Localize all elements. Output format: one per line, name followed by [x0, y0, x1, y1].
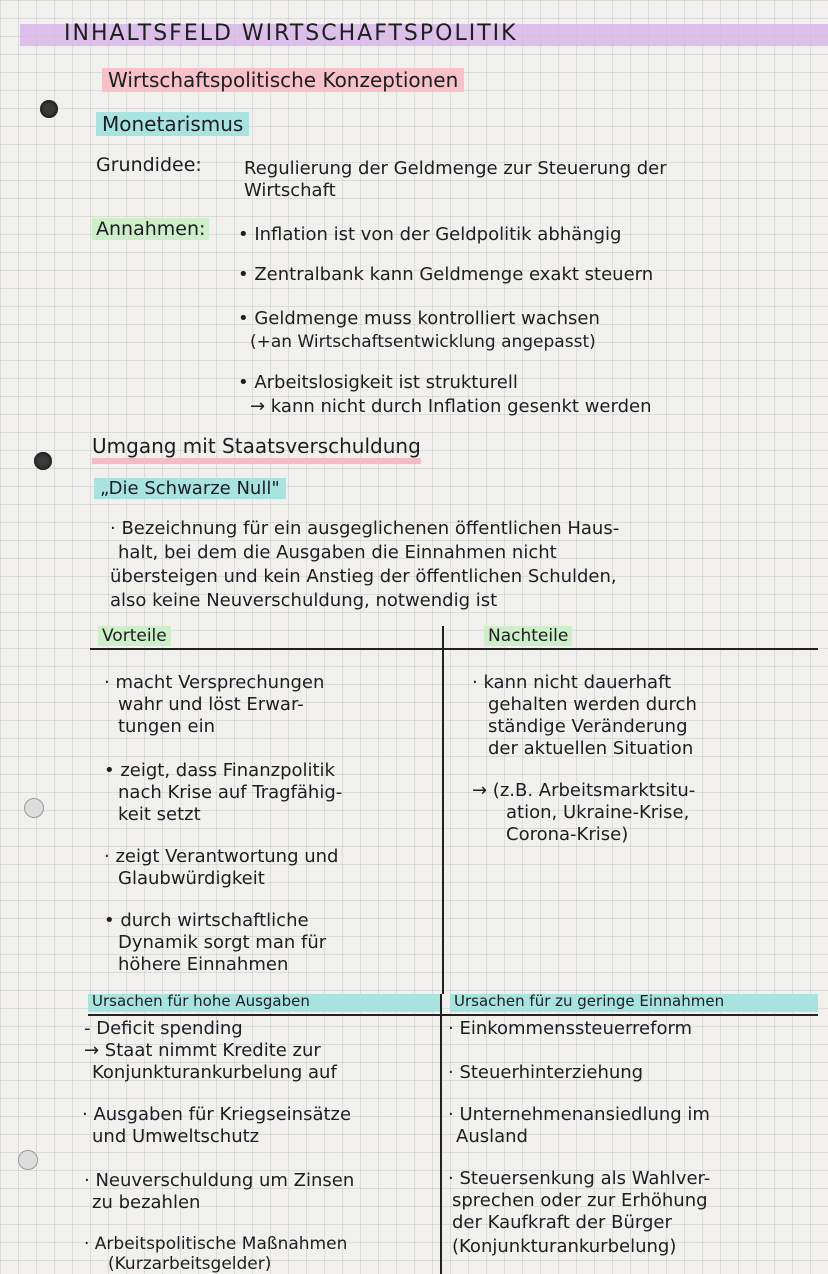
nachteil-line: gehalten werden durch — [488, 694, 697, 715]
page-title: INHALTSFELD WIRTSCHAFTSPOLITIK — [64, 21, 518, 46]
table-rule — [88, 1014, 818, 1016]
einnahmen-line: (Konjunkturankurbelung) — [452, 1236, 677, 1257]
definition-line: also keine Neuverschuldung, notwendig ist — [110, 590, 498, 611]
einnahmen-line: · Steuersenkung als Wahlver- — [448, 1168, 711, 1189]
vorteil-line: nach Krise auf Tragfähig- — [118, 782, 343, 803]
ausgaben-line: (Kurzarbeitsgelder) — [108, 1254, 272, 1274]
einnahmen-line: · Unternehmenansiedlung im — [448, 1104, 710, 1125]
nachteil-line: ation, Ukraine-Krise, — [506, 802, 690, 823]
staatsverschuldung-heading: Umgang mit Staatsverschuldung — [92, 436, 421, 457]
vorteil-line: keit setzt — [118, 804, 201, 825]
punch-hole-icon — [18, 1150, 38, 1170]
annahme-item: • Arbeitslosigkeit ist strukturell — [238, 372, 518, 393]
grundidee-text: Regulierung der Geldmenge zur Steuerung der — [244, 158, 667, 179]
grundidee-text: Wirtschaft — [244, 180, 336, 201]
ausgaben-line: · Neuverschuldung um Zinsen — [84, 1170, 355, 1191]
definition-line: halt, bei dem die Ausgaben die Einnahmen nicht — [118, 542, 557, 563]
punch-hole-icon — [34, 452, 52, 470]
ausgaben-line: · Ausgaben für Kriegseinsätze — [82, 1104, 352, 1125]
punch-hole-icon — [40, 100, 58, 118]
punch-hole-icon — [24, 798, 44, 818]
annahme-item: → kann nicht durch Inflation gesenkt werden — [250, 396, 652, 417]
table-divider — [440, 994, 442, 1274]
vorteil-line: höhere Einnahmen — [118, 954, 289, 975]
vorteil-line: • zeigt, dass Finanzpolitik — [104, 760, 335, 781]
vorteil-line: · macht Versprechungen — [104, 672, 325, 693]
annahme-item: • Inflation ist von der Geldpolitik abhängig — [238, 224, 622, 245]
ausgaben-line: zu bezahlen — [92, 1192, 201, 1213]
nachteil-line: der aktuellen Situation — [488, 738, 694, 759]
ausgaben-line: → Staat nimmt Kredite zur — [84, 1040, 321, 1061]
ausgaben-line: · Arbeitspolitische Maßnahmen — [84, 1234, 348, 1254]
einnahmen-line: · Einkommenssteuerreform — [448, 1018, 693, 1039]
table-divider — [442, 626, 444, 994]
monetarismus-heading: Monetarismus — [96, 114, 249, 135]
annahmen-label: Annahmen: — [92, 220, 209, 240]
definition-line: · Bezeichnung für ein ausgeglichenen öffentlichen Haus- — [110, 518, 620, 539]
ausgaben-line: und Umweltschutz — [92, 1126, 260, 1147]
vorteil-line: · zeigt Verantwortung und — [104, 846, 339, 867]
ausgaben-line: Konjunkturankurbelung auf — [92, 1062, 337, 1083]
vorteile-header: Vorteile — [98, 628, 171, 646]
einnahmen-line: sprechen oder zur Erhöhung — [452, 1190, 708, 1211]
nachteile-header: Nachteile — [484, 628, 572, 646]
annahme-item: (+an Wirtschaftsentwicklung angepasst) — [250, 332, 596, 352]
vorteil-line: wahr und löst Erwar- — [118, 694, 304, 715]
einnahmen-header: Ursachen für zu geringe Einnahmen — [454, 992, 725, 1010]
vorteil-line: tungen ein — [118, 716, 215, 737]
vorteil-line: Dynamik sorgt man für — [118, 932, 327, 953]
einnahmen-line: Ausland — [456, 1126, 528, 1147]
definition-line: übersteigen und kein Anstieg der öffentlichen Schulden, — [110, 566, 617, 587]
table-rule — [90, 648, 818, 650]
nachteil-line: Corona-Krise) — [506, 824, 629, 845]
nachteil-line: · kann nicht dauerhaft — [472, 672, 672, 693]
annahme-item: • Geldmenge muss kontrolliert wachsen — [238, 308, 600, 329]
vorteil-line: Glaubwürdigkeit — [118, 868, 265, 889]
einnahmen-line: · Steuerhinterziehung — [448, 1062, 644, 1083]
vorteil-line: • durch wirtschaftliche — [104, 910, 309, 931]
ausgaben-header: Ursachen für hohe Ausgaben — [92, 992, 310, 1010]
schwarze-null-heading: „Die Schwarze Null" — [94, 480, 286, 499]
einnahmen-line: der Kaufkraft der Bürger — [452, 1212, 672, 1233]
section-subtitle: Wirtschaftspolitische Konzeptionen — [102, 70, 464, 91]
nachteil-line: → (z.B. Arbeitsmarktsitu- — [472, 780, 696, 801]
ausgaben-line: - Deficit spending — [84, 1018, 243, 1039]
annahme-item: • Zentralbank kann Geldmenge exakt steuern — [238, 264, 654, 285]
nachteil-line: ständige Veränderung — [488, 716, 688, 737]
grundidee-label: Grundidee: — [96, 154, 202, 176]
